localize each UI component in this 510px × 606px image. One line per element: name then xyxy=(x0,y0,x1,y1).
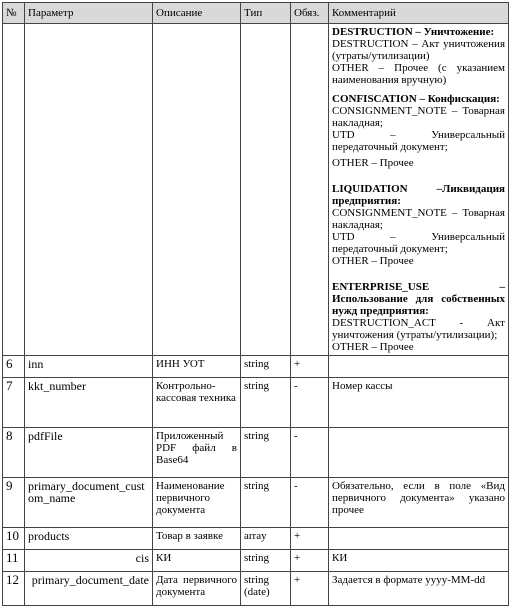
row-req: - xyxy=(291,478,329,528)
table-row-continued xyxy=(3,24,509,356)
row-desc: ИНН УОТ xyxy=(153,356,241,378)
header-desc: Описание xyxy=(153,3,241,24)
confiscation-block xyxy=(332,93,505,169)
row-type: string xyxy=(241,356,291,378)
table-row xyxy=(3,572,509,606)
enterprise-title-c: Использование для собственных нужд предприятия: xyxy=(332,293,505,317)
row-desc: Приложенный PDF файл в Base64 xyxy=(153,428,241,478)
header-num: № xyxy=(3,3,25,24)
row-req: + xyxy=(291,572,329,606)
row-type: string xyxy=(241,378,291,428)
enterprise-line1: DESTRUCTION_ACT - Акт уничтожения (утраты/утилизации); xyxy=(332,317,505,341)
row-comment xyxy=(329,528,509,550)
row-req: + xyxy=(291,550,329,572)
row-param: kkt_number xyxy=(25,378,153,428)
table-row xyxy=(3,428,509,478)
table-row xyxy=(3,528,509,550)
row-param: primary_document_date xyxy=(25,572,153,606)
liquidation-title-a: LIQUIDATION xyxy=(332,183,408,195)
confiscation-line2: UTD – Универсальный передаточный документ; xyxy=(332,129,505,153)
liquidation-title-c: предприятия: xyxy=(332,195,401,207)
row-req: - xyxy=(291,378,329,428)
row-num: 12 xyxy=(3,572,25,606)
row-param: cis xyxy=(25,550,153,572)
enterprise-title-a: ENTERPRISE_USE xyxy=(332,281,430,293)
destruction-title: DESTRUCTION – Уничтожение: xyxy=(332,26,495,38)
parameters-table xyxy=(2,2,509,606)
table-header-row xyxy=(3,3,509,24)
row-num: 10 xyxy=(3,528,25,550)
row-desc: Контрольно-кассовая техника xyxy=(153,378,241,428)
row-type: array xyxy=(241,528,291,550)
enterprise-line2: OTHER – Прочее xyxy=(332,341,414,353)
row-param: pdfFile xyxy=(25,428,153,478)
confiscation-title: CONFISCATION – Конфискация: xyxy=(332,93,500,105)
row-comment: Обязательно, если в поле «Вид первичного документа» указано прочее xyxy=(329,478,509,528)
enterprise-title-b: – xyxy=(499,281,505,293)
row-num: 11 xyxy=(3,550,25,572)
row-type: string xyxy=(241,428,291,478)
row-type: string (date) xyxy=(241,572,291,606)
table-row xyxy=(3,356,509,378)
header-type: Тип xyxy=(241,3,291,24)
row-req: + xyxy=(291,356,329,378)
table-row xyxy=(3,478,509,528)
comment-cell xyxy=(329,24,509,356)
row-type: string xyxy=(241,550,291,572)
row-num: 8 xyxy=(3,428,25,478)
header-comment: Комментарий xyxy=(329,3,509,24)
destruction-block xyxy=(332,26,505,86)
row-param: inn xyxy=(25,356,153,378)
liquidation-line3: OTHER – Прочее xyxy=(332,255,414,267)
row-comment xyxy=(329,356,509,378)
header-param: Параметр xyxy=(25,3,153,24)
row-comment: Задается в формате yyyy-MM-dd xyxy=(329,572,509,606)
liquidation-line1: CONSIGNMENT_NOTE – Товарная накладная; xyxy=(332,207,505,231)
liquidation-block xyxy=(332,183,505,267)
row-comment: Номер кассы xyxy=(329,378,509,428)
row-desc: Дата первичного документа xyxy=(153,572,241,606)
row-type: string xyxy=(241,478,291,528)
row-req: - xyxy=(291,428,329,478)
row-param: primary_document_custom_name xyxy=(25,478,153,528)
row-comment: КИ xyxy=(329,550,509,572)
header-req: Обяз. xyxy=(291,3,329,24)
destruction-line2: OTHER – Прочее (с указанием наименования вручную) xyxy=(332,62,505,86)
confiscation-line1: CONSIGNMENT_NOTE – Товарная накладная; xyxy=(332,105,505,129)
liquidation-line2: UTD – Универсальный передаточный документ; xyxy=(332,231,505,255)
table-row xyxy=(3,550,509,572)
row-req: + xyxy=(291,528,329,550)
row-num: 6 xyxy=(3,356,25,378)
row-num: 9 xyxy=(3,478,25,528)
confiscation-line3: OTHER – Прочее xyxy=(332,157,414,169)
liquidation-title-b: –Ликвидация xyxy=(436,183,505,195)
destruction-line1: DESTRUCTION – Акт уничтожения (утраты/утилизации) xyxy=(332,38,505,62)
row-param: products xyxy=(25,528,153,550)
row-desc: КИ xyxy=(153,550,241,572)
table-row xyxy=(3,378,509,428)
row-desc: Наименование первичного документа xyxy=(153,478,241,528)
row-comment xyxy=(329,428,509,478)
row-num: 7 xyxy=(3,378,25,428)
enterprise-block xyxy=(332,281,505,353)
row-desc: Товар в заявке xyxy=(153,528,241,550)
